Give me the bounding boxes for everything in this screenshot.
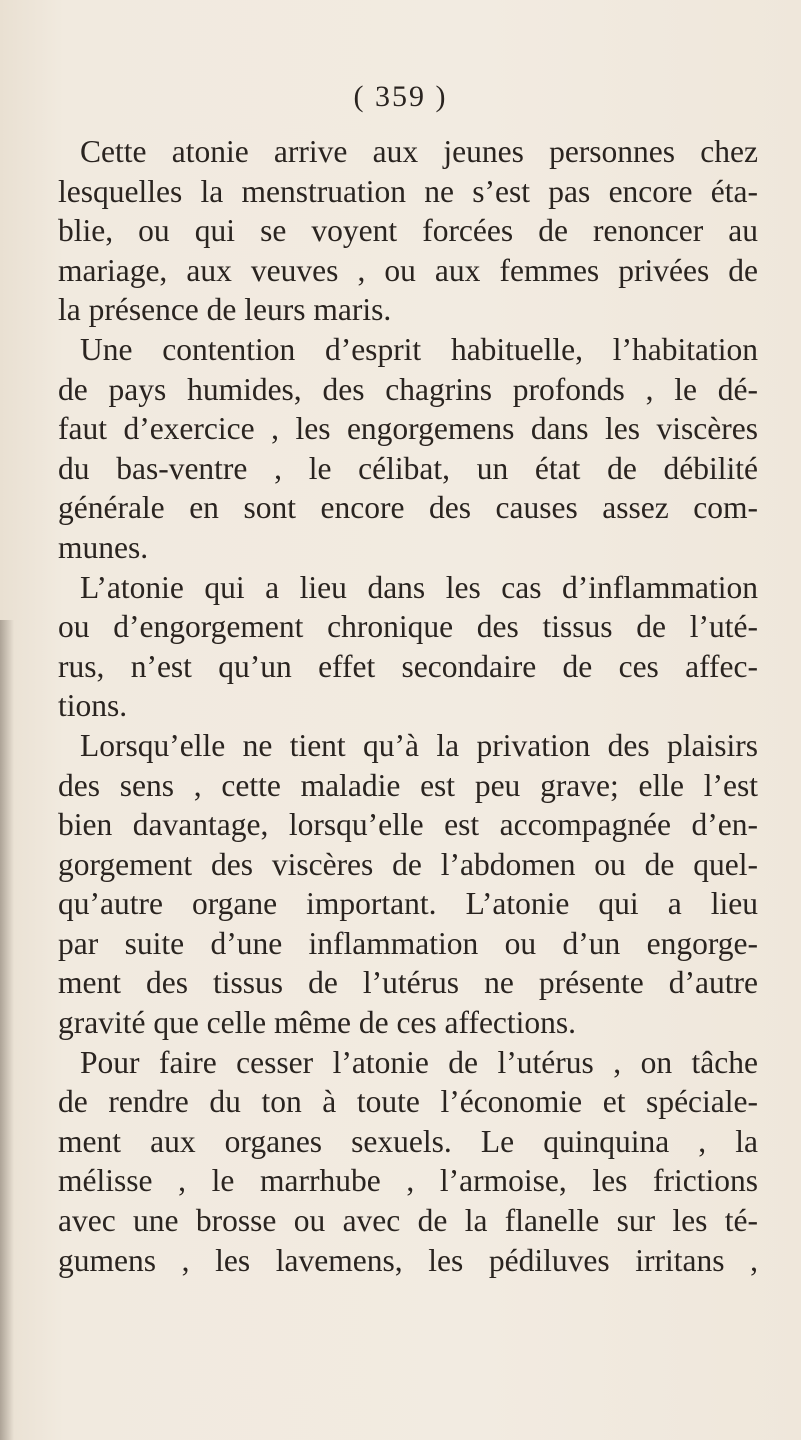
text-line: L’atonie qui a lieu dans les cas d’inflammation <box>80 569 758 605</box>
text-line: lesquelles la menstruation ne s’est pas encore éta- <box>58 173 758 209</box>
text-line: de pays humides, des chagrins profonds , le dé- <box>58 371 758 407</box>
body-text <box>58 132 758 1280</box>
text-line: ment aux organes sexuels. Le quinquina , la <box>58 1123 758 1159</box>
text-line: rus, n’est qu’un effet secondaire de ces affec- <box>58 648 758 684</box>
text-line: mélisse , le marrhube , l’armoise, les frictions <box>58 1163 758 1199</box>
text-line: faut d’exercice , les engorgemens dans les viscères <box>58 411 758 447</box>
text-line: gravité que celle même de ces affections. <box>58 1005 577 1041</box>
text-line: Cette atonie arrive aux jeunes personnes chez <box>80 134 758 169</box>
text-line: Pour faire cesser l’atonie de l’utérus , on tâche <box>80 1044 758 1080</box>
text-line: des sens , cette maladie est peu grave; elle l’est <box>58 767 758 803</box>
text-line: munes. <box>58 529 149 565</box>
binding-shadow <box>0 620 14 1440</box>
text-line: générale en sont encore des causes assez com- <box>58 490 758 526</box>
text-line: gumens , les lavemens, les pédiluves irritans , <box>58 1242 758 1278</box>
text-line: ment des tissus de l’utérus ne présente d’autre <box>58 965 758 1001</box>
text-line: Lorsqu’elle ne tient qu’à la privation des plaisirs <box>80 727 758 763</box>
text-line: tions. <box>58 688 128 724</box>
page-number: ( 359 ) <box>353 80 448 113</box>
text-line: de rendre du ton à toute l’économie et spéciale- <box>58 1084 758 1120</box>
text-line: bien davantage, lorsqu’elle est accompagnée d’en- <box>58 807 758 843</box>
text-line: mariage, aux veuves , ou aux femmes privées de <box>58 252 758 288</box>
text-line: avec une brosse ou avec de la flanelle sur les té- <box>58 1203 758 1239</box>
text-line: blie, ou qui se voyent forcées de renoncer au <box>58 213 758 249</box>
text-line: ou d’engorgement chronique des tissus de l’uté- <box>58 609 758 645</box>
text-line: qu’autre organe important. L’atonie qui a lieu <box>58 886 758 922</box>
text-line: par suite d’une inflammation ou d’un engorge- <box>58 925 758 961</box>
text-line: gorgement des viscères de l’abdomen ou de quel- <box>58 846 758 882</box>
text-line: Une contention d’esprit habituelle, l’habitation <box>80 331 758 367</box>
text-line: la présence de leurs maris. <box>58 292 392 328</box>
text-line: du bas-ventre , le célibat, un état de débilité <box>58 450 758 486</box>
